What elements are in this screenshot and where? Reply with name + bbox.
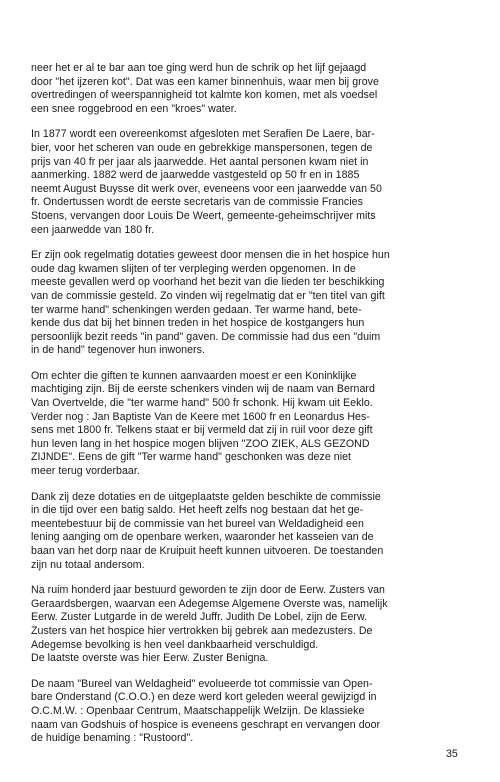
text-line: Om echter die giften te kunnen aanvaarden moest er een Koninklijke — [31, 369, 357, 382]
text-line: zijn nu totaal andersom. — [31, 558, 145, 571]
text-line: baan van het dorp naar de Kruipuit heeft kunnen uitvoeren. De toestanden — [31, 545, 384, 557]
text-line: in de hand" tegenover hun inwoners. — [31, 344, 205, 357]
page-number: 35 — [446, 748, 458, 760]
text-line: hun leven lang in het hospice mogen blijven "ZOO ZIEK, ALS GEZOND — [31, 437, 370, 450]
text-line: Dank zij deze dotaties en de uitgeplaatste gelden beschikte de commissie — [31, 490, 381, 503]
text-line: Geraardsbergen, waarvan een Adegemse Algemene Overste was, namelijk — [31, 597, 388, 610]
text-line: overtredingen of weerspannigheid tot kalmte kon komen, met als voedsel — [31, 89, 378, 102]
text-line: lening aanging om de openbare werken, waaronder het kasseien van de — [31, 531, 374, 544]
text-line: de huidige benaming : "Rustoord". — [31, 732, 194, 745]
text-line: fr. Ondertussen wordt de eerste secretaris van de commissie Francies — [31, 196, 363, 209]
text-line: In 1877 wordt een overeenkomst afgesloten met Serafien De Laere, bar- — [31, 128, 375, 141]
text-line: Eerw. Zuster Lutgarde in de wereld Juffr. Judith De Lobel, zijn de Eerw. — [31, 611, 368, 624]
text-line: sens met 1800 fr. Telkens staat er bij vermeld dat zij in ruil voor deze gift — [31, 424, 373, 437]
text-line: van de commissie gesteld. Zo vinden wij regelmatig dat er "ten titel van gift — [31, 289, 385, 302]
text-line: Van Overtvelde, die "ter warme hand" 500 fr schonk. Hij kwam uit Eeklo. — [31, 397, 373, 410]
text-line: bare Onderstand (C.O.O.) en deze werd kort geleden weeral gewijzigd in — [31, 691, 377, 704]
text-line: prijs van 40 fr per jaar als jaarwedde. Het aantal personen kwam niet in — [31, 155, 369, 168]
text-line: naam van Godshuis of hospice is eveneens geschrapt en vervangen door — [31, 718, 381, 731]
text-line: machtiging zijn. Bij de eerste schenkers vinden wij de naam van Bernard — [31, 383, 375, 396]
text-line: bier, voor het scheren van oude en gebrekkige manspersonen, tegen de — [31, 141, 373, 154]
paragraph — [31, 584, 468, 666]
text-line: een snee roggebrood en een "kroes" water. — [31, 102, 237, 115]
paragraph — [31, 370, 468, 479]
text-line: ter warme hand" schenkingen werden gedaan. Ter warme hand, bete- — [31, 303, 362, 316]
document-page — [31, 62, 468, 758]
text-line: Adegemse bevolking is hen veel dankbaarheid verschuldigd. — [31, 638, 319, 651]
text-line: De laatste overste was hier Eerw. Zuster Benigna. — [31, 652, 269, 665]
text-line: door "het ijzeren kot". Dat was een kamer binnenhuis, waar men bij grove — [31, 75, 379, 88]
paragraph — [31, 62, 468, 116]
text-line: Zusters van het hospice hier vertrokken bij gebrek aan medezusters. De — [31, 624, 373, 637]
paragraph — [31, 678, 468, 746]
text-line: Stoens, vervangen door Louis De Weert, gemeente-geheimschrijver mits — [31, 209, 376, 222]
text-line: Er zijn ook regelmatig dotaties geweest door mensen die in het hospice hun — [31, 249, 390, 262]
text-line: Na ruim honderd jaar bestuurd geworden te zijn door de Eerw. Zusters van — [31, 584, 385, 597]
text-line: in die tijd over een batig saldo. Het heeft zelfs nog bestaan dat het ge- — [31, 504, 364, 517]
text-line: meeste gevallen werd op voorhand het bezit van die lieden ter beschikking — [31, 276, 385, 289]
text-line: persoonlijk bezit reeds "in pand" gaven. De commissie had dus een "duim — [31, 330, 381, 343]
body-text — [31, 62, 468, 746]
text-line: aanmerking. 1882 werd de jaarwedde vastgesteld op 50 fr en in 1885 — [31, 169, 360, 182]
text-line: De naam "Bureel van Weldagheid" evolueerde tot commissie van Open- — [31, 677, 373, 690]
paragraph — [31, 491, 468, 573]
text-line: Verder nog : Jan Baptiste Van de Keere met 1600 fr en Leonardus Hes- — [31, 410, 370, 423]
text-line: neemt August Buysse dit werk over, eveneens voor een jaarwedde van 50 — [31, 182, 382, 195]
text-line: neer het er al te bar aan toe ging werd hun de schrik op het lijf gejaagd — [31, 62, 367, 74]
text-line: oude dag kwamen slijten of ter verpleging werden opgenomen. In de — [31, 262, 356, 275]
text-line: O.C.M.W. : Openbaar Centrum, Maatschappelijk Welzijn. De klassieke — [31, 704, 365, 717]
text-line: een jaarwedde van 180 fr. — [31, 223, 155, 236]
text-line: meentebestuur bij de commissie van het bureel van Weldadigheid een — [31, 517, 364, 530]
text-line: kende dus dat bij het binnen treden in het hospice de kostgangers hun — [31, 317, 365, 330]
paragraph — [31, 128, 468, 237]
text-line: ZIJNDE". Eens de gift "Ter warme hand" geschonken was deze niet — [31, 451, 352, 464]
text-line: meer terug vorderbaar. — [31, 465, 140, 478]
paragraph — [31, 249, 468, 358]
